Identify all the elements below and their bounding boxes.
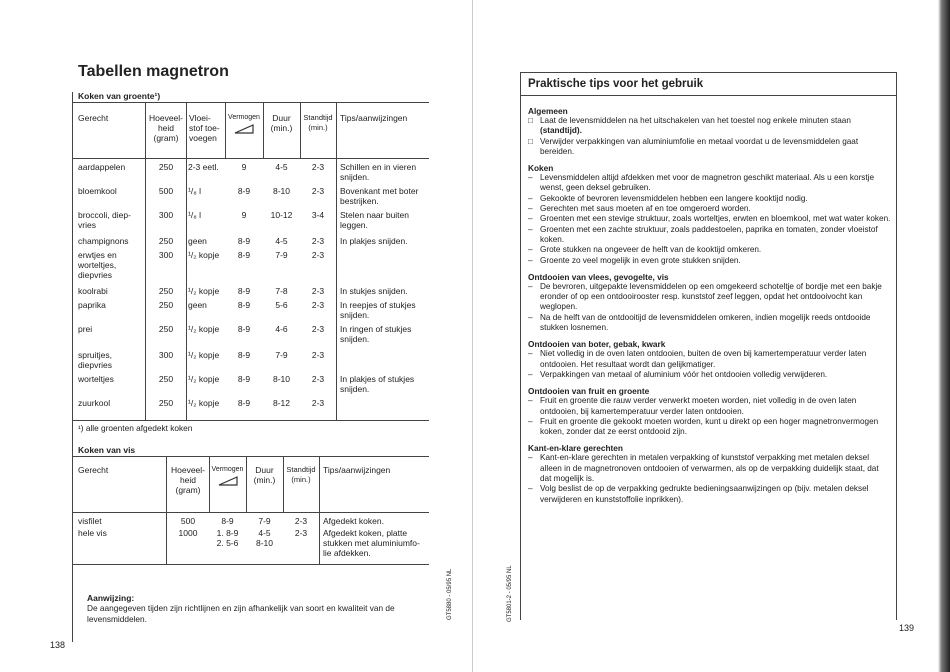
tips-item-text: Groenten met een stevige struktuur, zoals worteltjes, erwten en bloemkool, met wat water koken. [540,214,891,224]
cell-gerecht: paprika [78,300,106,310]
cell-vloeistof: ¹/₂ kopje [188,350,220,360]
col-gerecht: Gerecht [78,113,109,123]
dash-bullet-icon: – [528,204,533,214]
cell-gerecht: aardappelen [78,162,126,172]
fish-col-tips: Tips/aanwijzingen [323,465,391,475]
cell-duur: 7-9 [258,516,271,526]
cell-tips: In plakjes snijden. [340,236,408,246]
tips-section-heading: Koken [528,163,554,174]
cell-vermogen: 8-9 [237,186,251,196]
cell-duur: 5-6 [275,300,288,310]
tips-content [528,106,892,505]
cell-vermogen: 8-9 [237,286,251,296]
cell-tips: Stelen naar buiten leggen. [340,210,409,230]
cell-vermogen: 1. 8-9 2. 5-6 [216,528,239,548]
cell-tips: In plakjes of stukjes snijden. [340,374,415,394]
dash-bullet-icon: – [528,349,533,359]
dash-bullet-icon: – [528,396,533,406]
cell-standtijd: 3-4 [311,210,325,220]
cell-tips: In ringen of stukjes snijden. [340,324,412,344]
cell-duur: 8-10 [272,374,290,384]
cell-duur: 7-8 [275,286,288,296]
cell-vloeistof: ¹/₂ kopje [188,374,220,384]
tips-list-item [528,313,892,334]
cell-duur: 10-12 [270,210,293,220]
cell-duur: 4-5 8-10 [255,528,273,548]
tips-section-heading: Ontdooien van fruit en groente [528,386,650,397]
tips-item-text: Gekookte of bevroren levensmiddelen hebben een langere kooktijd nodig. [540,193,808,203]
cell-hoeveelheid: 300 [158,250,174,260]
cell-hoeveelheid: 300 [158,210,174,220]
tips-item-text: Fruit en groente die gekookt moeten worden, kunt u direkt op een hoger magnetronvermogen koken, zonder dat ze eerst ontdooid zijn. [540,416,879,437]
tips-item-text: Volg beslist de op de verpakking gedrukte bedieningsaanwijzingen op (bijv. metalen deksel verwijderen en kunststoffolie inprikken). [540,484,869,504]
cell-gerecht: erwtjes en worteltjes, diepvries [78,250,117,280]
tips-list-item [528,116,892,137]
tips-list-item [528,194,892,204]
dash-bullet-icon: – [528,173,533,183]
cell-hoeveelheid: 250 [158,374,174,384]
book-edge [938,0,950,672]
tips-list-item [528,137,892,158]
dash-bullet-icon: – [528,193,533,203]
col-standtijd: Standtijd (min.) [303,113,333,132]
tips-list-item [528,417,892,438]
section-title-groente: Koken van groente¹) [78,91,161,101]
cell-gerecht: visfilet [78,516,102,526]
left-rule [520,72,521,620]
cell-gerecht: prei [78,324,93,334]
cell-standtijd: 2-3 [311,286,325,296]
tips-list-item [528,214,892,224]
tips-item-text: Na de helft van de ontdooitijd de levensmiddelen omkeren, indien mogelijk reeds ontdooide stukken losnemen. [540,312,871,333]
col-tips: Tips/aanwijzingen [340,113,408,123]
tips-list-item [528,396,892,417]
tips-list-item [528,484,892,505]
cell-gerecht: spruitjes, diepvries [78,350,113,370]
cell-hoeveelheid: 250 [158,324,174,334]
cell-duur: 4-5 [275,236,288,246]
tips-item-text: De bevroren, uitgepakte levensmiddelen op een omgekeerd schoteltje of bordje met een bakje eronder of op een ontdooirooster resp. kunststof zeef leggen, opdat het ontdooivocht kan weglopen. [540,281,882,312]
cell-duur: 8-10 [272,186,290,196]
checkbox-bullet-icon: □ [528,136,533,146]
power-level-icon [218,476,238,486]
col-duur: Duur (min.) [270,113,293,133]
dash-bullet-icon: – [528,312,533,322]
cell-hoeveelheid: 500 [180,516,196,526]
tips-item-text: Groente zo veel mogelijk in even grote stukken snijden. [540,255,741,265]
dash-bullet-icon: – [528,416,533,426]
cell-standtijd: 2-3 [311,398,325,408]
title-rule [520,95,896,96]
fish-col-gerecht: Gerecht [78,465,109,475]
tips-item-text: Groenten met een zachte struktuur, zoals paddestoelen, paprika en tomaten, zonder vloeistof koken. [540,224,878,244]
tips-list-item [528,282,892,313]
cell-duur: 7-9 [275,250,288,260]
dash-bullet-icon: – [528,255,533,265]
cell-vloeistof: geen [188,236,207,246]
dash-bullet-icon: – [528,245,533,255]
note-title: Aanwijzing: [87,593,135,603]
tips-item-text: Verwijder verpakkingen van aluminiumfolie en metaal voordat u de levensmiddelen gaat bereiden. [540,136,859,156]
tips-list-item [528,370,892,380]
tips-section-heading: Ontdooien van boter, gebak, kwark [528,339,666,350]
cell-vloeistof: ¹/₈ l [188,210,201,220]
cell-tips: Afgedekt koken, platte stukken met aluminiumfo- lie afdekken. [323,528,420,558]
tips-item-text: Verpakkingen van metaal of aluminium vóór het ontdooien volledig verwijderen. [540,369,828,379]
cell-vermogen: 8-9 [237,236,251,246]
cell-vloeistof: ¹/₂ kopje [188,324,220,334]
cell-vermogen: 8-9 [237,374,251,384]
side-code-right: GT5801-2 - 05/95 NL [507,565,513,622]
tips-list-item [528,173,892,194]
dash-bullet-icon: – [528,484,533,494]
dash-bullet-icon: – [528,214,533,224]
page-number-right: 139 [899,623,915,633]
col-vloeistof: Vloei- stof toe- voegen [189,113,220,143]
cell-hoeveelheid: 300 [158,350,174,360]
cell-gerecht: champignons [78,236,129,246]
cell-standtijd: 2-3 [311,350,325,360]
tips-item-text: Gerechten met saus moeten af en toe omgeroerd worden. [540,204,751,214]
cell-standtijd: 2-3 [311,236,325,246]
fish-col-vermogen: Vermogen [211,466,244,473]
tips-list-item [528,245,892,255]
cell-vermogen: 9 [241,210,247,220]
cell-standtijd: 2-3 [311,324,325,334]
dash-bullet-icon: – [528,453,533,463]
cell-tips: In stukjes snijden. [340,286,408,296]
page-gutter [472,0,473,672]
cell-standtijd: 2-3 [311,186,325,196]
cell-vermogen: 8-9 [237,250,251,260]
tips-list-item [528,225,892,246]
left-margin-rule [72,92,73,642]
tips-item-text: Laat de levensmiddelen na het uitschakelen van het toestel nog enkele minuten staan [540,116,851,125]
cell-vermogen: 8-9 [237,324,251,334]
cell-vermogen: 8-9 [237,300,251,310]
cell-vloeistof: 2-3 eetl. [188,162,219,172]
cell-duur: 4-5 [275,162,288,172]
cell-gerecht: worteltjes [78,374,114,384]
power-level-icon [234,124,254,134]
col-vermogen: Vermogen [228,114,260,121]
page-number-left: 138 [50,640,66,650]
tips-item-text: Grote stukken na ongeveer de helft van de kooktijd omkeren. [540,245,762,255]
cell-hoeveelheid: 1000 [178,528,198,538]
tips-list-item [528,256,892,266]
cell-hoeveelheid: 250 [158,300,174,310]
cell-vloeistof: ¹/₈ l [188,186,201,196]
cell-duur: 4-6 [275,324,288,334]
tips-list-item [528,349,892,370]
right-rule [896,72,897,620]
col-hoeveelheid: Hoeveel- heid (gram) [148,113,184,143]
footnote: ¹) alle groenten afgedekt koken [78,423,193,433]
tips-item-text: Fruit en groente die rauw verder verwerkt moeten worden, niet volledig in de oven laten ontdooien, bij kamertemperatuur verder laten ontdooien. [540,396,857,416]
cell-vloeistof: ¹/₂ kopje [188,286,220,296]
cell-gerecht: bloemkool [78,186,117,196]
fish-col-duur: Duur (min.) [253,465,276,485]
tips-item-text: Levensmiddelen altijd afdekken met voor de magnetron geschikt materiaal. Als u een korstje wenst, geen deksel gebruiken. [540,173,875,193]
cell-hoeveelheid: 500 [158,186,174,196]
cell-standtijd: 2-3 [294,528,308,538]
dash-bullet-icon: – [528,224,533,234]
note-text: De aangegeven tijden zijn richtlijnen en zijn afhankelijk van soort en kwaliteit van de levensmiddelen. [87,603,395,624]
cell-standtijd: 2-3 [311,162,325,172]
cell-vermogen: 8-9 [237,398,251,408]
cell-hoeveelheid: 250 [158,286,174,296]
fish-col-hoeveelheid: Hoeveel- heid (gram) [170,465,206,495]
cell-gerecht: broccoli, diep- vries [78,210,131,230]
tips-list-item [528,453,892,484]
tips-item-emphasis: (standtijd). [540,126,582,136]
cell-tips: Afgedekt koken. [323,516,384,526]
cell-standtijd: 2-3 [311,250,325,260]
cell-standtijd: 2-3 [311,300,325,310]
cell-hoeveelheid: 250 [158,162,174,172]
dash-bullet-icon: – [528,281,533,291]
cell-gerecht: hele vis [78,528,107,538]
cell-duur: 8-12 [272,398,290,408]
cell-tips: Bovenkant met boter bestrijken. [340,186,419,206]
page-title: Tabellen magnetron [78,63,229,80]
tips-list-item [528,204,892,214]
cell-vloeistof: ¹/₂ kopje [188,250,220,260]
tips-section-heading: Algemeen [528,106,568,116]
cell-vermogen: 8-9 [221,516,234,526]
cell-vloeistof: ¹/₂ kopje [188,398,220,408]
side-code-left: GT5880 - 05/95 NL [447,568,453,620]
section-title-vis: Koken van vis [78,445,136,455]
cell-hoeveelheid: 250 [158,398,174,408]
cell-hoeveelheid: 250 [158,236,174,246]
cell-duur: 7-9 [275,350,288,360]
cell-vloeistof: geen [188,300,207,310]
cell-tips: In reepjes of stukjes snijden. [340,300,416,320]
top-rule [520,72,896,73]
tips-item-text: Kant-en-klare gerechten in metalen verpakking of kunststof verpakking met metalen deksel alleen in de magnetronoven ontdooien of verwarmen, als op de verpakking duidelijk staat, dat dat mogelijk is. [540,453,879,484]
tips-section-heading: Ontdooien van vlees, gevogelte, vis [528,271,669,282]
cell-gerecht: koolrabi [78,286,108,296]
cell-vermogen: 8-9 [237,350,251,360]
cell-standtijd: 2-3 [311,374,325,384]
fish-col-standtijd: Standtijd (min.) [286,465,316,484]
checkbox-bullet-icon: □ [528,116,533,125]
tips-item-text: Niet volledig in de oven laten ontdooien, buiten de oven bij kamertemperatuur verder laten ontdooien. Het resultaat wordt dan gelijkmatiger. [540,349,867,369]
cell-vermogen: 9 [241,162,247,172]
tips-title: Praktische tips voor het gebruik [528,78,704,90]
tips-section-heading: Kant-en-klare gerechten [528,443,623,454]
cell-tips: Schillen en in vieren snijden. [340,162,417,182]
dash-bullet-icon: – [528,369,533,379]
cell-standtijd: 2-3 [294,516,308,526]
cell-gerecht: zuurkool [78,398,111,408]
